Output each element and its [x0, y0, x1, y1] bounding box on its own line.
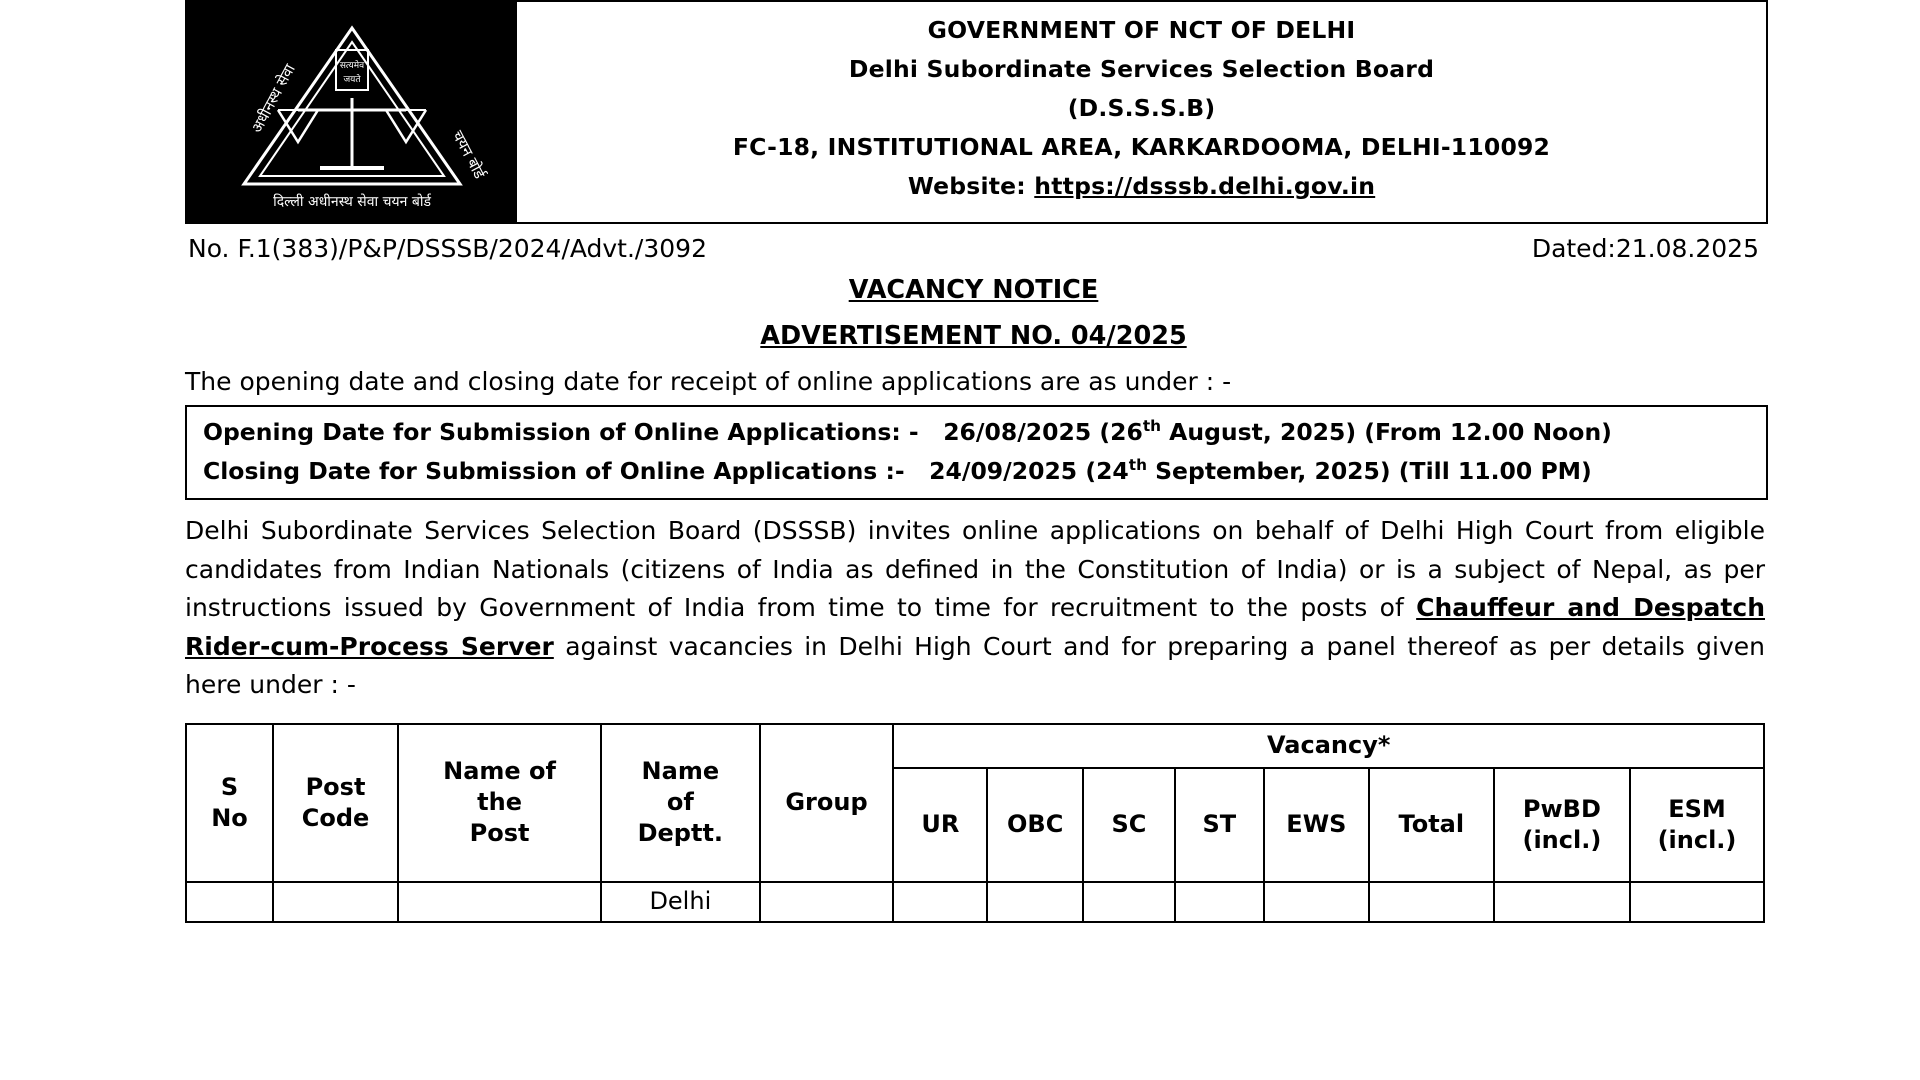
- page-title-text: VACANCY NOTICE: [848, 275, 1099, 305]
- header-cell-pwbd: [1494, 768, 1630, 882]
- header-cell-ews: EWS: [1264, 768, 1369, 882]
- header-name-dept-line1: Name: [641, 757, 720, 785]
- reference-line: [185, 234, 1762, 263]
- cell-ews: [1264, 882, 1369, 922]
- cell-pwbd: [1494, 882, 1630, 922]
- svg-text:दिल्ली अधीनस्थ सेवा चयन बोर्ड: दिल्ली अधीनस्थ सेवा चयन बोर्ड: [273, 194, 431, 210]
- opening-date-value: 26/08/2025 (26: [943, 418, 1143, 446]
- header-cell-esm: [1630, 768, 1764, 882]
- post-names-highlight: Chauffeur and Despatch Rider-cum-Process Server: [185, 593, 1765, 661]
- header-cell-group: Group: [760, 724, 894, 882]
- svg-text:चयन बोर्ड: चयन बोर्ड: [448, 127, 489, 182]
- opening-date-row: [203, 413, 1766, 452]
- opening-date-sup: th: [1142, 417, 1161, 436]
- cell-s-no: [186, 882, 273, 922]
- body-paragraph: [185, 512, 1765, 705]
- cell-total: [1369, 882, 1494, 922]
- website-label: Website:: [907, 172, 1026, 200]
- header-post-code-line1: Post: [305, 772, 366, 801]
- header-cell-obc: OBC: [987, 768, 1083, 882]
- table-header-row-1: [186, 724, 1764, 768]
- header-cell-total: Total: [1369, 768, 1494, 882]
- page-title: [185, 275, 1762, 305]
- header-line-board: Delhi Subordinate Services Selection Board: [848, 55, 1435, 83]
- header-line-abbrev: (D.S.S.S.B): [1067, 94, 1216, 122]
- closing-date-sup: th: [1128, 456, 1147, 475]
- header-cell-ur: UR: [893, 768, 987, 882]
- header-esm-line2: (incl.): [1657, 825, 1737, 854]
- header-line-government: GOVERNMENT OF NCT OF DELHI: [927, 16, 1356, 44]
- document-content: [185, 0, 1775, 923]
- header-cell-post-code: [273, 724, 398, 882]
- header-s-no-line2: No: [211, 803, 248, 832]
- closing-date-value-rest: September, 2025) (Till 11.00 PM): [1146, 457, 1592, 485]
- advertisement-title-text: ADVERTISEMENT NO. 04/2025: [760, 321, 1187, 351]
- header-post-code-line2: Code: [301, 803, 370, 832]
- table-row: [186, 882, 1764, 922]
- header-esm-line1: ESM: [1668, 794, 1726, 823]
- header-cell-name-of-dept: [601, 724, 759, 882]
- body-part-2: against vacancies in Delhi High Court and for preparing a panel thereof as per details given here under : -: [185, 631, 1766, 699]
- emblem-cell: [187, 2, 517, 222]
- cell-esm: [1630, 882, 1764, 922]
- svg-text:अधीनस्थ सेवा: अधीनस्थ सेवा: [247, 61, 299, 136]
- opening-date-label: Opening Date for Submission of Online Applications: -: [203, 418, 919, 446]
- cell-sc: [1083, 882, 1175, 922]
- cell-post-code: [273, 882, 398, 922]
- header-name-dept-line2: of: [666, 788, 694, 816]
- cell-name-of-dept: Delhi: [601, 882, 759, 922]
- closing-date-row: [203, 452, 1766, 491]
- file-number: No. F.1(383)/P&P/DSSSB/2024/Advt./3092: [188, 234, 707, 263]
- header-name-dept-line3: Deptt.: [637, 819, 724, 847]
- cell-group: [760, 882, 894, 922]
- svg-text:सत्यमेव: सत्यमेव: [339, 61, 365, 71]
- intro-text: The opening date and closing date for receipt of online applications are as under : -: [185, 367, 1232, 396]
- header-name-post-line2: the: [477, 788, 522, 816]
- cell-obc: [987, 882, 1083, 922]
- cell-name-of-post: [398, 882, 601, 922]
- closing-date-value: 24/09/2025 (24: [929, 457, 1129, 485]
- header-pwbd-line2: (incl.): [1522, 825, 1602, 854]
- vacancy-table: [185, 723, 1765, 923]
- header-cell-name-of-post: [398, 724, 601, 882]
- cell-ur: [893, 882, 987, 922]
- body-part-1: Delhi Subordinate Services Selection Board (DSSSB) invites online applications on behalf of Delhi High Court from eligible candidates from Indian Nationals (citizens of India as defined in the Constitution of India) or is a subject of Nepal, as per instructions issued by Government of India from time to time for recruitment to the posts of: [185, 516, 1765, 622]
- dates-box: [185, 405, 1768, 500]
- header-s-no-line1: S: [220, 772, 239, 801]
- dated-text: Dated:21.08.2025: [1531, 234, 1759, 263]
- header-line-address: FC-18, INSTITUTIONAL AREA, KARKARDOOMA, DELHI-110092: [732, 133, 1551, 161]
- header-name-post-line1: Name of: [443, 757, 556, 785]
- closing-date-label: Closing Date for Submission of Online Applications :-: [203, 457, 905, 485]
- header-cell-s-no: [186, 724, 273, 882]
- header-pwbd-line1: PwBD: [1522, 794, 1601, 823]
- document-header-box: [185, 0, 1768, 224]
- header-cell-vacancy-group: Vacancy*: [893, 724, 1764, 768]
- header-name-post-line3: Post: [469, 819, 530, 847]
- svg-text:जयते: जयते: [343, 75, 361, 85]
- header-line-website: [527, 167, 1756, 206]
- header-cell-st: ST: [1175, 768, 1264, 882]
- dsssb-emblem-icon: [202, 6, 502, 220]
- cell-st: [1175, 882, 1264, 922]
- header-text-block: [517, 2, 1766, 222]
- opening-date-value-rest: August, 2025) (From 12.00 Noon): [1160, 418, 1612, 446]
- advertisement-title: [185, 321, 1762, 351]
- website-link[interactable]: https://dsssb.delhi.gov.in: [1034, 172, 1376, 200]
- header-cell-sc: SC: [1083, 768, 1175, 882]
